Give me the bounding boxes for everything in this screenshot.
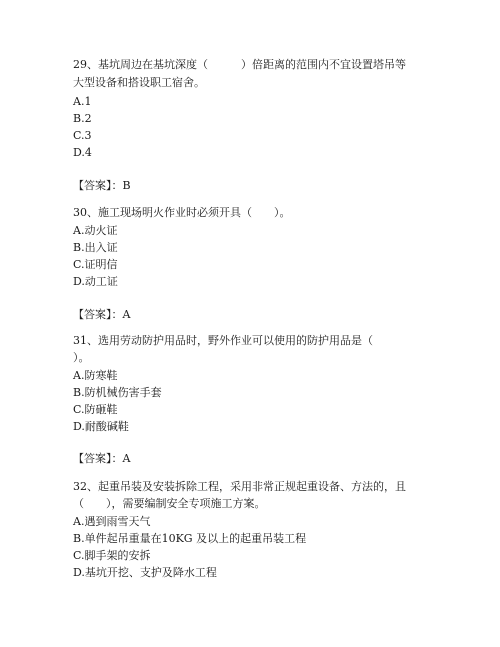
- question-30-option-a: A.动火证: [73, 224, 118, 237]
- question-29-option-d: D.4: [73, 146, 92, 159]
- question-32-option-a: A.遇到雨雪天气: [73, 515, 151, 528]
- question-29-option-c: C.3: [73, 129, 92, 142]
- question-31-answer: 【答案】：A: [73, 452, 131, 465]
- question-30-option-b: B.出入证: [73, 241, 118, 254]
- question-31-option-c: C.防砸鞋: [73, 403, 118, 416]
- question-31-option-b: B.防机械伤害手套: [73, 386, 162, 399]
- question-30-line-1: 30、施工现场明火作业时必须开具（ ）。: [73, 206, 291, 219]
- question-32-option-b: B.单件起吊重量在10KG 及以上的起重吊装工程: [73, 532, 307, 545]
- question-31-option-a: A.防寒鞋: [73, 369, 118, 382]
- question-30-answer: 【答案】：A: [73, 308, 131, 321]
- question-29-answer: 【答案】：B: [73, 179, 131, 192]
- question-30-option-d: D.动工证: [73, 275, 118, 288]
- question-32-option-c: C.脚手架的安拆: [73, 549, 151, 562]
- question-32-line-2: （ ），需要编制安全专项施工方案。: [73, 497, 266, 510]
- question-29-option-b: B.2: [73, 112, 92, 125]
- question-31-line-1: 31、选用劳动防护用品时，野外作业可以使用的防护用品是（: [73, 334, 373, 347]
- question-31-option-d: D.耐酸碱鞋: [73, 420, 129, 433]
- question-30-option-c: C.证明信: [73, 258, 118, 271]
- question-29-line-1: 29、基坑周边在基坑深度（ ）倍距离的范围内不宜设置塔吊等: [73, 58, 406, 71]
- question-29-line-2: 大型设备和搭设职工宿舍。: [73, 76, 205, 89]
- question-29-option-a: A.1: [73, 95, 92, 108]
- question-32-option-d: D.基坑开挖、支护及降水工程: [73, 566, 217, 579]
- question-32-line-1: 32、起重吊装及安装拆除工程，采用非常正规起重设备、方法的，且: [73, 480, 406, 493]
- question-31-line-2: ）。: [73, 351, 90, 364]
